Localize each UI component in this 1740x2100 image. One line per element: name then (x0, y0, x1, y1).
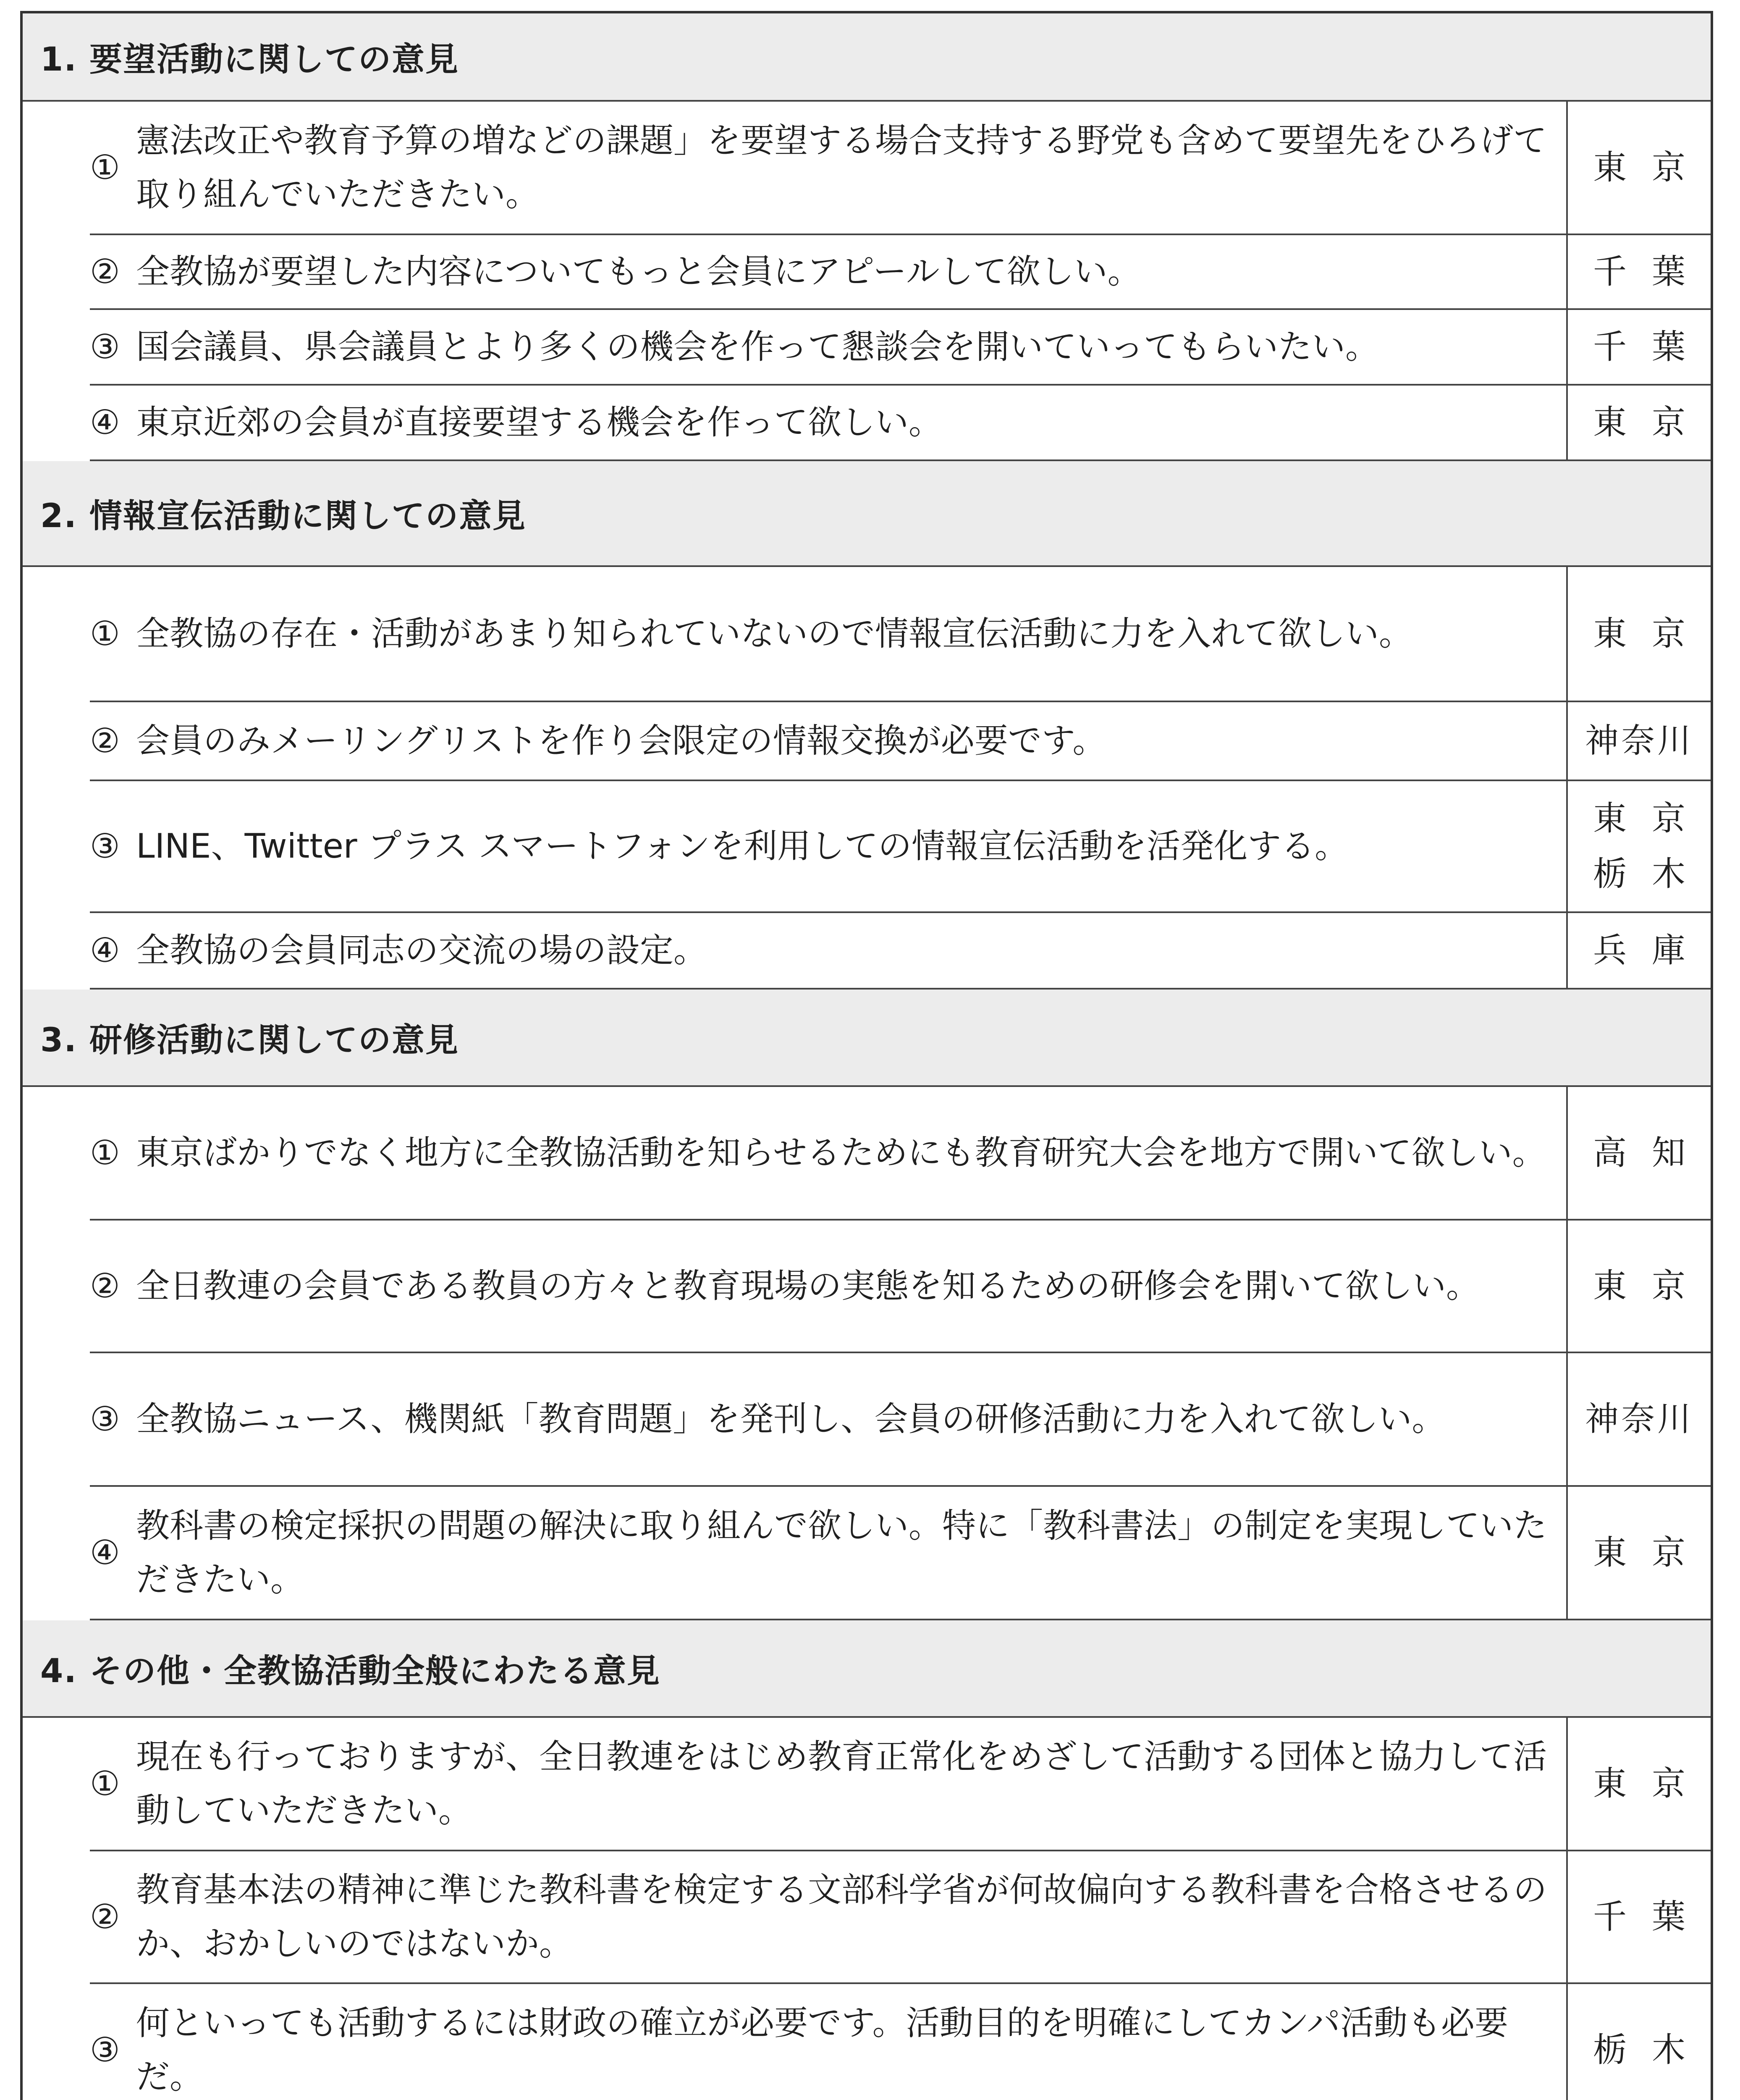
section-title: 3. 研修活動に関しての意見 (40, 1021, 459, 1059)
opinion-text: 教育基本法の精神に準じた教科書を検定する文部科学省が何故偏向する教科書を合格させるのか、おかしいのではないか。 (136, 1870, 1547, 1963)
prefecture-cell (1568, 913, 1711, 988)
prefecture-label: 神奈川 (1585, 1399, 1693, 1438)
prefecture-label: 東京 (1593, 148, 1711, 187)
prefecture-cell (1568, 781, 1711, 911)
opinion-row (90, 781, 1711, 913)
section-2-title (23, 461, 1711, 567)
opinion-row (90, 386, 1711, 461)
opinion-row (90, 913, 1711, 990)
opinion-text: 全教協が要望した内容についてもっと会員にアピールして欲しい。 (136, 252, 1141, 291)
opinion-row (90, 102, 1711, 235)
prefecture-cell (1568, 1984, 1711, 2100)
prefecture-label: 神奈川 (1585, 721, 1693, 760)
opinion-row (90, 1353, 1711, 1487)
prefecture-cell (1568, 567, 1711, 701)
item-number: ② (90, 1266, 120, 1305)
item-number: ① (90, 614, 120, 653)
opinion-row (90, 310, 1711, 386)
section-1-title (23, 13, 1711, 102)
section-3-title (23, 990, 1711, 1087)
opinion-text: 何といっても活動するには財政の確立が必要です。活動目的を明確にしてカンパ活動も必要だ。 (136, 2003, 1508, 2096)
prefecture-label: 栃木 (1593, 2030, 1711, 2069)
item-number: ① (90, 1764, 120, 1803)
opinion-text: 東京近郊の会員が直接要望する機会を作って欲しい。 (136, 403, 942, 442)
opinion-text: 現在も行っておりますが、全日教連をはじめ教育正常化をめざして活動する団体と協力して活動していただきたい。 (136, 1737, 1547, 1830)
item-number: ④ (90, 403, 120, 442)
opinion-text-cell (90, 1221, 1568, 1352)
opinion-text-cell (90, 567, 1568, 701)
opinion-text: 会員のみメーリングリストを作り会限定の情報交換が必要です。 (136, 721, 1106, 760)
item-number: ③ (90, 827, 120, 866)
prefecture-label: 千葉 (1593, 1897, 1711, 1936)
prefecture-label: 東京 (1593, 403, 1711, 442)
opinion-row (90, 1851, 1711, 1984)
item-number: ① (90, 148, 120, 187)
opinion-text-cell (90, 102, 1568, 234)
opinion-text-cell (90, 1353, 1568, 1485)
section-title: 1. 要望活動に関しての意見 (40, 41, 459, 79)
opinion-row (90, 1984, 1711, 2100)
prefecture-cell (1568, 102, 1711, 234)
opinion-text-cell (90, 1487, 1568, 1619)
opinion-text-cell (90, 702, 1568, 780)
opinion-text: 憲法改正や教育予算の増などの課題」を要望する場合支持する野党も含めて要望先をひろげて取り組んでいただきたい。 (136, 121, 1547, 214)
opinion-text-cell (90, 235, 1568, 308)
opinion-table (20, 11, 1713, 2100)
prefecture-label: 東京 (1593, 799, 1711, 838)
prefecture-cell (1568, 1718, 1711, 1850)
prefecture-label: 東京 (1593, 614, 1711, 653)
prefecture-label-2: 栃木 (1593, 854, 1711, 893)
prefecture-label: 千葉 (1593, 327, 1711, 366)
opinion-text: 全教協の存在・活動があまり知られていないので情報宣伝活動に力を入れて欲しい。 (136, 614, 1412, 653)
opinion-row (90, 1221, 1711, 1353)
prefecture-cell (1568, 386, 1711, 459)
opinion-text: 国会議員、県会議員とより多くの機会を作って懇談会を開いていってもらいたい。 (136, 327, 1379, 366)
opinion-text: 全日教連の会員である教員の方々と教育現場の実態を知るための研修会を開いて欲しい。 (136, 1266, 1480, 1305)
prefecture-label: 東京 (1593, 1533, 1711, 1572)
prefecture-cell (1568, 1487, 1711, 1619)
prefecture-label: 兵庫 (1593, 931, 1711, 970)
opinion-row (90, 1487, 1711, 1620)
prefecture-cell (1568, 1353, 1711, 1485)
item-number: ③ (90, 2030, 120, 2069)
section-title: 4. その他・全教協活動全般にわたる意見 (40, 1652, 661, 1690)
prefecture-cell (1568, 1221, 1711, 1352)
opinion-text-cell (90, 1087, 1568, 1219)
item-number: ③ (90, 327, 120, 366)
item-number: ④ (90, 931, 120, 970)
opinion-row (90, 1718, 1711, 1851)
prefecture-cell (1568, 310, 1711, 384)
opinion-text: 東京ばかりでなく地方に全教協活動を知らせるためにも教育研究大会を地方で開いて欲しい。 (136, 1133, 1546, 1172)
opinion-row (90, 235, 1711, 310)
opinion-row (90, 567, 1711, 702)
prefecture-cell (1568, 1851, 1711, 1982)
prefecture-label: 東京 (1593, 1764, 1711, 1803)
prefecture-label: 東京 (1593, 1266, 1711, 1305)
prefecture-cell (1568, 235, 1711, 308)
opinion-text-cell (90, 1851, 1568, 1982)
opinion-text-cell (90, 310, 1568, 384)
item-number: ② (90, 721, 120, 760)
opinion-text-cell (90, 913, 1568, 988)
section-title: 2. 情報宣伝活動に関しての意見 (40, 497, 527, 535)
prefecture-cell (1568, 1087, 1711, 1219)
opinion-text-cell (90, 1718, 1568, 1850)
item-number: ② (90, 252, 120, 291)
section-4-title (23, 1620, 1711, 1718)
opinion-text-cell (90, 1984, 1568, 2100)
opinion-text: 教科書の検定採択の問題の解決に取り組んで欲しい。特に「教科書法」の制定を実現していただきたい。 (136, 1506, 1547, 1599)
opinion-text-cell (90, 781, 1568, 911)
prefecture-label: 千葉 (1593, 252, 1711, 291)
item-number: ③ (90, 1399, 120, 1438)
opinion-row (90, 1087, 1711, 1221)
prefecture-label: 高知 (1593, 1133, 1711, 1172)
item-number: ① (90, 1133, 120, 1172)
opinion-row (90, 702, 1711, 781)
opinion-text: LINE、Twitter プラス スマートフォンを利用しての情報宣伝活動を活発化する。 (136, 827, 1349, 866)
prefecture-cell (1568, 702, 1711, 780)
opinion-text: 全教協の会員同志の交流の場の設定。 (136, 931, 707, 970)
opinion-text-cell (90, 386, 1568, 459)
item-number: ② (90, 1897, 120, 1936)
item-number: ④ (90, 1533, 120, 1572)
opinion-text: 全教協ニュース、機関紙「教育問題」を発刊し、会員の研修活動に力を入れて欲しい。 (136, 1399, 1446, 1438)
